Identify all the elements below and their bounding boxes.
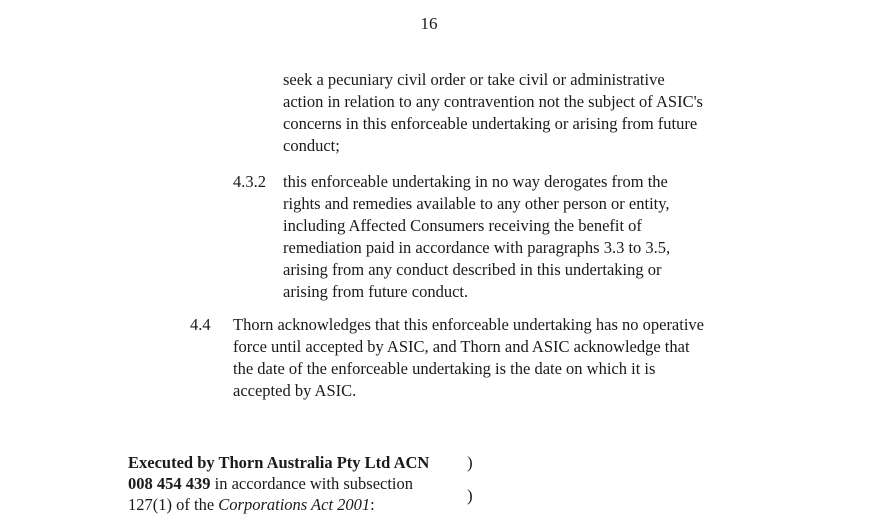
text-line: seek a pecuniary civil order or take civil or administrative xyxy=(283,70,665,89)
act-title: Corporations Act 2001 xyxy=(218,495,371,514)
text-line: including Affected Consumers receiving the benefit of xyxy=(283,216,642,235)
execution-text: in accordance with subsection xyxy=(210,474,414,493)
text-line: arising from future conduct. xyxy=(283,282,469,301)
clause-4-4-text xyxy=(233,314,704,402)
text-line: Thorn acknowledges that this enforceable undertaking has no operative xyxy=(233,315,704,334)
page-number: 16 xyxy=(420,14,438,33)
text-line: rights and remedies available to any other person or entity, xyxy=(283,194,670,213)
text-line: conduct; xyxy=(283,136,340,155)
execution-text: 127(1) of the xyxy=(128,495,219,514)
clause-number-4-4: 4.4 xyxy=(190,315,211,334)
text-line: the date of the enforceable undertaking is the date on which it is xyxy=(233,359,656,378)
text-line: this enforceable undertaking in no way derogates from the xyxy=(283,172,668,191)
text-line: arising from any conduct described in this undertaking or xyxy=(283,260,662,279)
text-line: accepted by ASIC. xyxy=(233,381,357,400)
execution-text: : xyxy=(370,495,375,514)
clause-number-4-3-2: 4.3.2 xyxy=(233,172,266,191)
text-line: remediation paid in accordance with paragraphs 3.3 to 3.5, xyxy=(283,238,671,257)
clause-4-3-2-text xyxy=(283,171,670,303)
execution-bracket: ) xyxy=(467,486,473,505)
execution-bracket: ) xyxy=(467,453,473,472)
text-line: force until accepted by ASIC, and Thorn and ASIC acknowledge that xyxy=(233,337,690,356)
continuation-paragraph xyxy=(283,69,703,157)
text-line: action in relation to any contravention not the subject of ASIC's xyxy=(283,92,703,111)
execution-company: Executed by Thorn Australia Pty Ltd ACN xyxy=(128,453,430,472)
text-line: concerns in this enforceable undertaking or arising from future xyxy=(283,114,698,133)
execution-acn: 008 454 439 xyxy=(128,474,211,493)
execution-block xyxy=(128,452,429,515)
